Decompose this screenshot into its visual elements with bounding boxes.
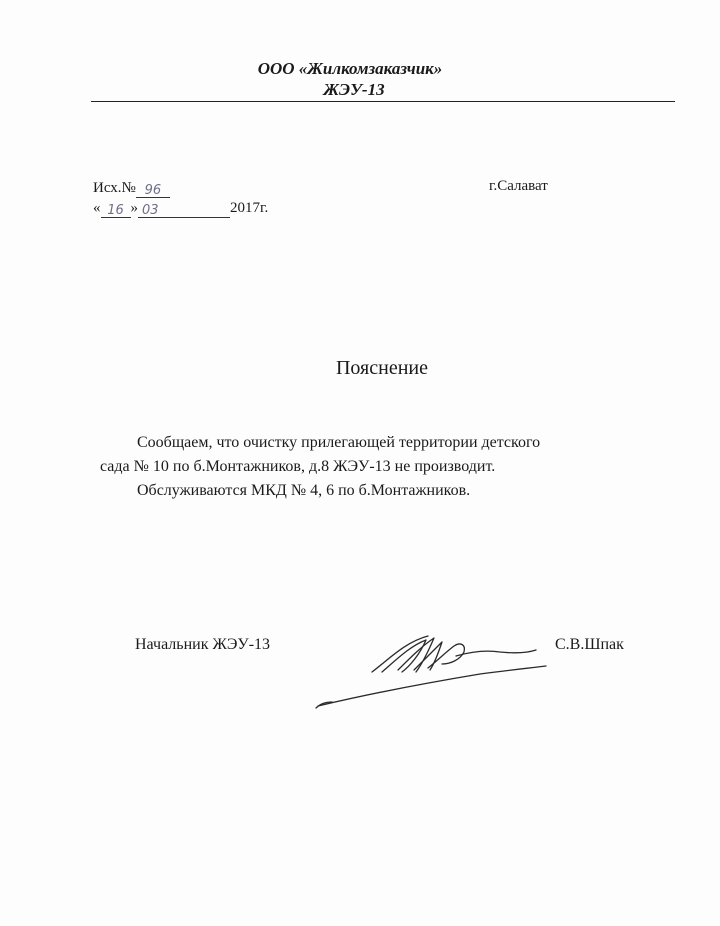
header-divider (91, 101, 675, 102)
organization-unit: ЖЭУ-13 (323, 80, 385, 99)
body-line-3: Обслуживаются МКД № 4, 6 по б.Монтажников. (137, 482, 471, 499)
city-label: г.Салават (489, 178, 548, 194)
outgoing-number-field (136, 180, 170, 198)
signatory-name: С.В.Шпак (555, 636, 624, 653)
reference-block (93, 178, 268, 218)
document-title: Пояснение (335, 357, 428, 379)
document-body (100, 431, 640, 503)
signatory-role: Начальник ЖЭУ-13 (135, 636, 271, 653)
date-close-quote: » (130, 200, 138, 216)
date-open-quote: « (93, 200, 101, 216)
date-day-handwritten: 16 (107, 203, 124, 218)
outgoing-number-label: Исх.№ (93, 180, 136, 196)
date-month-handwritten: 03 (142, 203, 159, 218)
organization-name: ООО «Жилкомзаказчик» (257, 59, 443, 78)
date-month-field (138, 200, 230, 218)
date-year: 2017г. (230, 200, 269, 216)
date-day-field (101, 200, 131, 218)
body-line-1: Сообщаем, что очистку прилегающей территории детского (137, 434, 541, 451)
outgoing-number-handwritten: 96 (144, 183, 162, 198)
outgoing-number-row (93, 178, 268, 198)
date-row (93, 198, 268, 218)
handwritten-signature (310, 620, 550, 720)
body-line-2: сада № 10 по б.Монтажников, д.8 ЖЭУ-13 не производит. (100, 458, 496, 475)
